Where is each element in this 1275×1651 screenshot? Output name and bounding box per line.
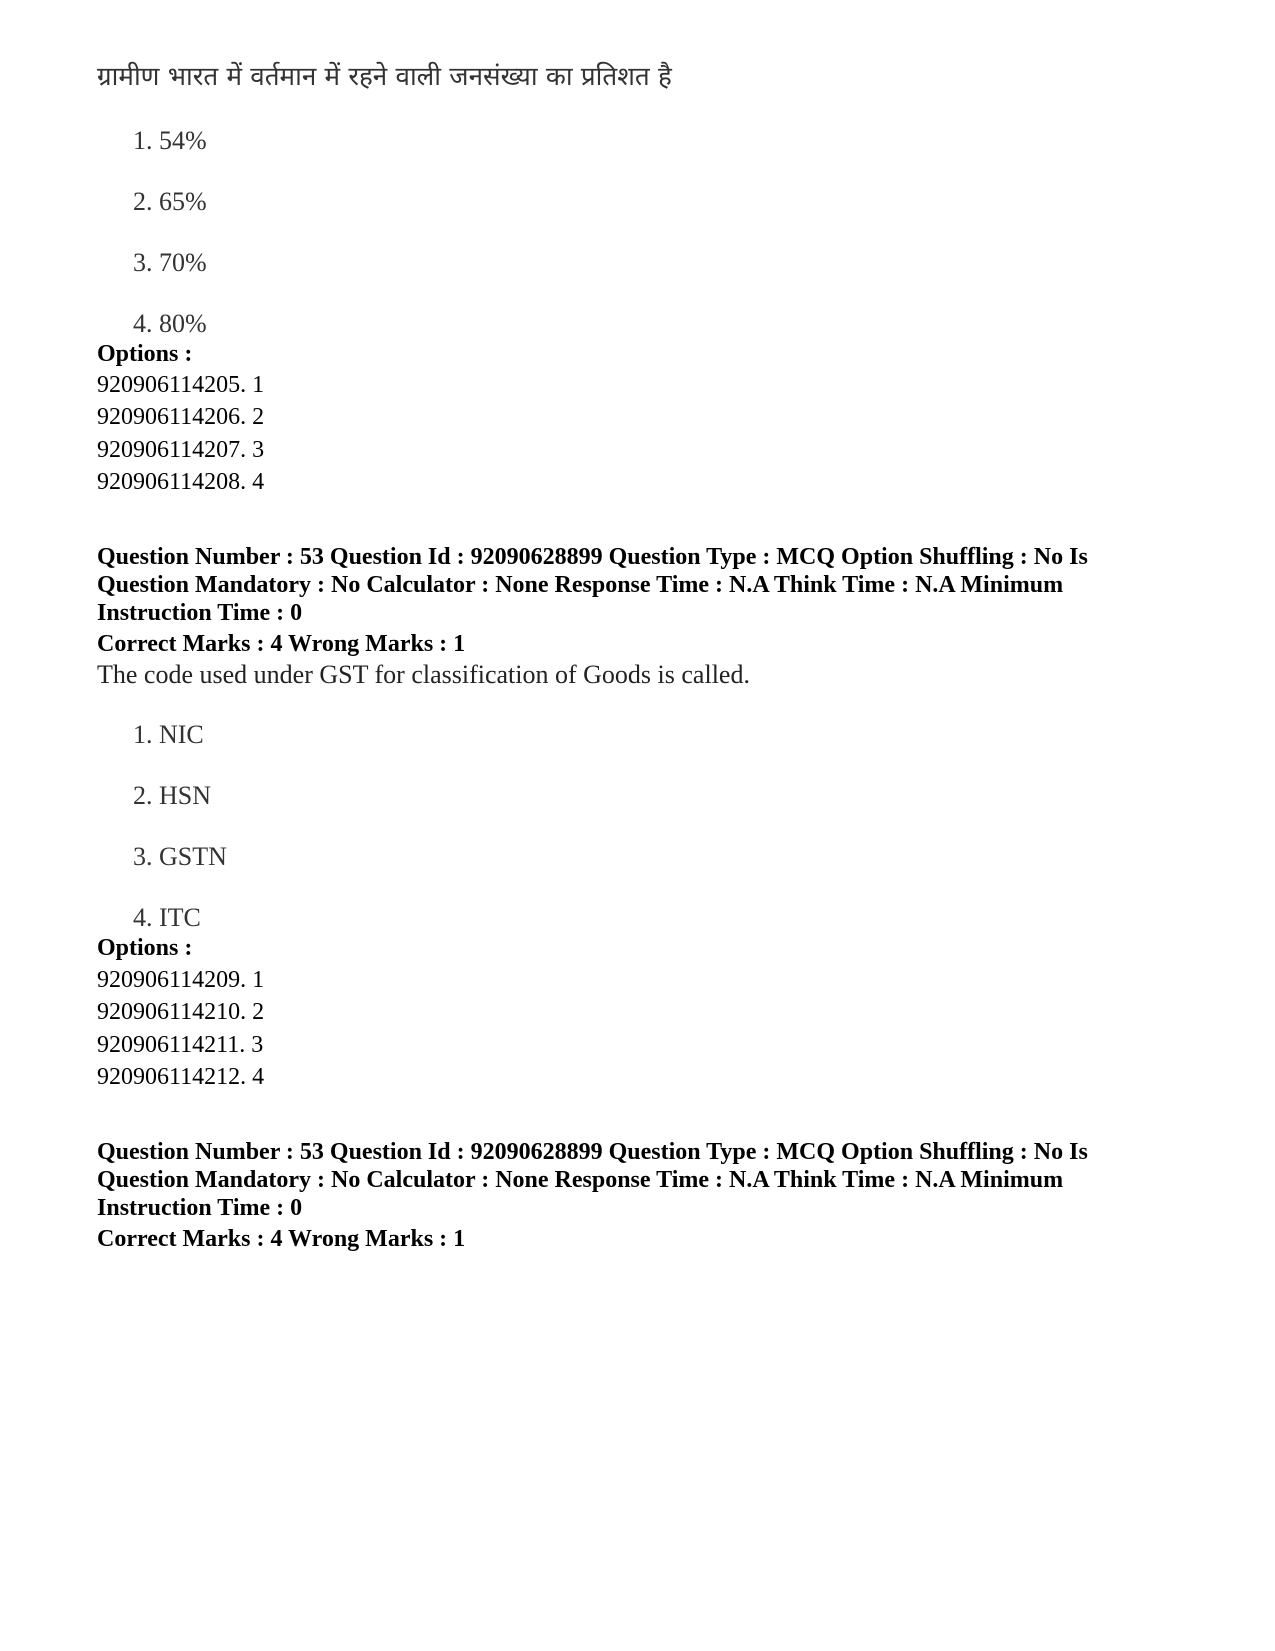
option-id-1: 920906114205. 1	[97, 372, 265, 398]
question-text-hindi: ग्रामीण भारत में वर्तमान में रहने वाली जनसंख्या का प्रतिशत है	[97, 62, 672, 92]
question-meta-line: Instruction Time : 0	[97, 600, 303, 626]
options-label: Options :	[97, 935, 193, 961]
choice-3: 3. GSTN	[133, 842, 227, 871]
question-meta	[97, 1138, 1177, 1222]
option-id-4: 920906114208. 4	[97, 469, 265, 495]
question-meta-line: Question Mandatory : No Calculator : None Response Time : N.A Think Time : N.A Minimum	[97, 572, 1064, 598]
choice-2: 2. HSN	[133, 781, 212, 810]
question-text: The code used under GST for classification of Goods is called.	[97, 660, 750, 689]
option-id-1: 920906114209. 1	[97, 967, 265, 993]
question-meta	[97, 543, 1177, 627]
choice-3: 3. 70%	[133, 248, 207, 277]
question-meta-line: Question Number : 53 Question Id : 92090628899 Question Type : MCQ Option Shuffling : No Is	[97, 1139, 1088, 1165]
option-id-3: 920906114211. 3	[97, 1032, 264, 1058]
choice-1: 1. NIC	[133, 720, 204, 749]
question-meta-line: Instruction Time : 0	[97, 1195, 303, 1221]
option-id-3: 920906114207. 3	[97, 437, 265, 463]
marks-info: Correct Marks : 4 Wrong Marks : 1	[97, 1226, 466, 1252]
choice-2: 2. 65%	[133, 187, 207, 216]
option-id-2: 920906114210. 2	[97, 999, 265, 1025]
choice-4: 4. 80%	[133, 309, 207, 338]
options-label: Options :	[97, 341, 193, 367]
option-id-4: 920906114212. 4	[97, 1064, 265, 1090]
choice-1: 1. 54%	[133, 126, 207, 155]
question-meta-line: Question Mandatory : No Calculator : None Response Time : N.A Think Time : N.A Minimum	[97, 1167, 1064, 1193]
question-meta-line: Question Number : 53 Question Id : 92090628899 Question Type : MCQ Option Shuffling : No Is	[97, 544, 1088, 570]
marks-info: Correct Marks : 4 Wrong Marks : 1	[97, 631, 466, 657]
choice-4: 4. ITC	[133, 903, 201, 932]
option-id-2: 920906114206. 2	[97, 404, 265, 430]
